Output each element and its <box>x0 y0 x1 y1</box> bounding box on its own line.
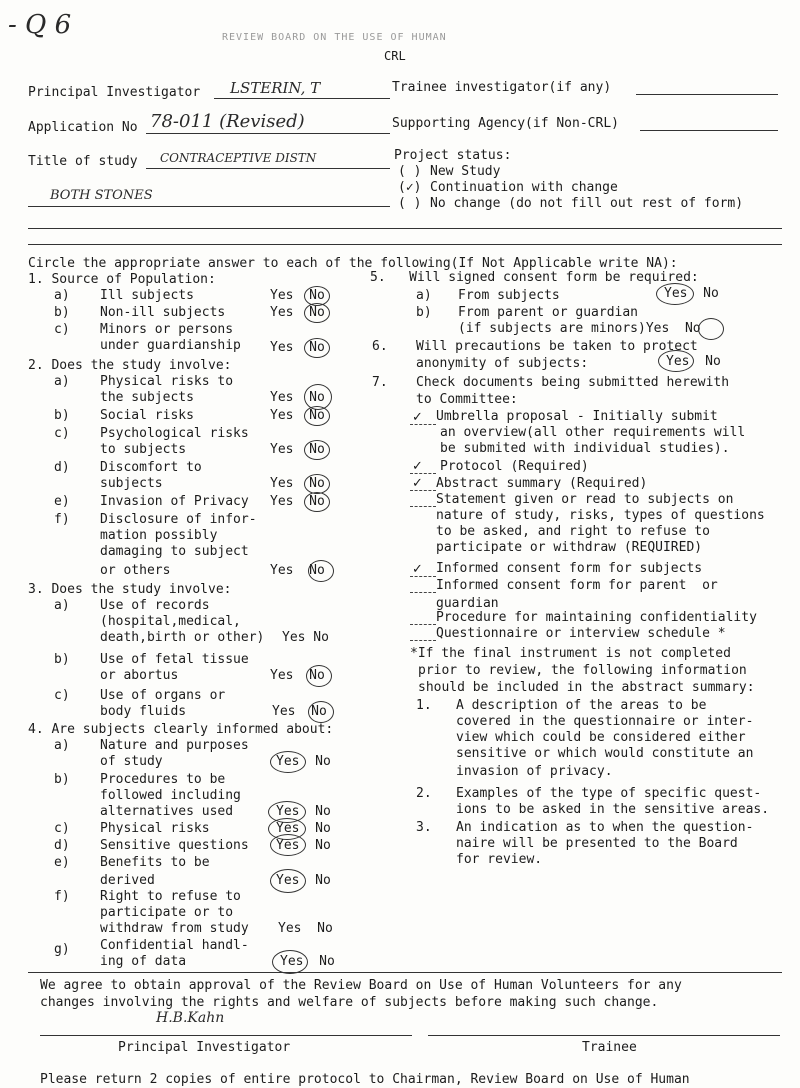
trainee-signature-label: Trainee <box>582 1040 637 1055</box>
q2f-text-1: Disclosure of infor- <box>100 512 257 527</box>
q2f-text-3: damaging to subject <box>100 544 249 559</box>
q2c-text-1: Psychological risks <box>100 426 249 441</box>
pi-signature-label: Principal Investigator <box>118 1040 291 1055</box>
q7-text-1: Check documents being submitted herewith <box>416 375 730 390</box>
return-instructions-cut: Please return 2 copies of entire protocol to Chairman, Review Board on Use of Human <box>40 1072 690 1087</box>
q5b-text-2[interactable]: (if subjects are minors)Yes No <box>458 321 701 336</box>
q1b-letter: b) <box>54 305 70 320</box>
q4b-text-2: followed including <box>100 788 241 803</box>
doc-statement-4: participate or withdraw (REQUIRED) <box>436 540 703 555</box>
q2e-text: Invasion of Privacy <box>100 494 249 509</box>
q4a-letter: a) <box>54 738 70 753</box>
doc-umbrella-3: be submited with individual studies). <box>440 441 730 456</box>
q2f-text-4: or others <box>100 563 171 578</box>
q4g-text-2: ing of data <box>100 954 187 969</box>
q4a-yes-no[interactable]: Yes No <box>276 754 331 769</box>
q3c-yes-no[interactable]: Yes No <box>272 704 327 719</box>
note-item-2-line-1: Examples of the type of specific quest- <box>456 786 762 801</box>
note-item-1-line-2: covered in the questionnaire or inter- <box>456 714 754 729</box>
trainee-label: Trainee investigator(if any) <box>392 80 612 95</box>
q2c-text-2: to subjects <box>100 442 187 457</box>
title-label: Title of study <box>28 154 138 169</box>
q2f-letter: f) <box>54 512 70 527</box>
doc-statement-1: Statement given or read to subjects on <box>436 492 734 507</box>
q6-text-1: Will precautions be taken to protect <box>416 339 698 354</box>
q2f-yes-no[interactable]: Yes No <box>270 563 325 578</box>
q2c-letter: c) <box>54 426 70 441</box>
q5b-letter: b) <box>416 305 432 320</box>
board-header: REVIEW BOARD ON THE USE OF HUMAN <box>222 32 447 43</box>
status-text-new: New Study <box>430 164 501 179</box>
doc-consent-subjects: Informed consent form for subjects <box>436 561 703 576</box>
q2b-letter: b) <box>54 408 70 423</box>
pi-signature: H.B.Kahn <box>156 1010 225 1026</box>
q2a-text-2: the subjects <box>100 390 194 405</box>
q5a-letter: a) <box>416 288 432 303</box>
agency-label: Supporting Agency(if Non-CRL) <box>392 116 619 131</box>
doc-confidentiality: Procedure for maintaining confidentiality <box>436 610 757 625</box>
note-line-2: prior to review, the following information <box>418 663 747 678</box>
status-box-continuation[interactable]: (✓) <box>398 180 422 195</box>
q2a-letter: a) <box>54 374 70 389</box>
q1c-text-1: Minors or persons <box>100 322 234 337</box>
q2a-text-1: Physical risks to <box>100 374 234 389</box>
agreement-line-2: changes involving the rights and welfare of subjects before making such change. <box>40 995 659 1010</box>
q1c-text-2: under guardianship <box>100 338 241 353</box>
note-line-3: should be included in the abstract summary: <box>418 680 755 695</box>
q2d-yes-no[interactable]: Yes No <box>270 476 325 491</box>
q3a-text-1: Use of records <box>100 598 210 613</box>
q4a-text-2: of study <box>100 754 163 769</box>
note-item-1-line-1: A description of the areas to be <box>456 698 707 713</box>
note-item-2-line-2: ions to be asked in the sensitive areas. <box>456 802 770 817</box>
q4f-text-3: withdraw from study <box>100 921 249 936</box>
q6-text-2: anonymity of subjects: <box>416 356 589 371</box>
doc-questionnaire: Questionnaire or interview schedule * <box>436 626 726 641</box>
q3a-yes-no[interactable]: Yes No <box>282 630 329 645</box>
q5a-yes-no[interactable]: Yes No <box>664 286 719 301</box>
doc-protocol: Protocol (Required) <box>440 459 589 474</box>
note-item-1-line-4: sensitive or which would constitute an <box>456 746 754 761</box>
q2f-text-2: mation possibly <box>100 528 218 543</box>
checkmark-icon[interactable]: ✓ <box>412 562 423 577</box>
q4f-letter: f) <box>54 889 70 904</box>
doc-consent-parent-2: guardian <box>436 596 499 611</box>
note-item-1-line-5: invasion of privacy. <box>456 764 613 779</box>
q2e-yes-no[interactable]: Yes No <box>270 494 325 509</box>
q3b-text-1: Use of fetal tissue <box>100 652 249 667</box>
q4c-letter: c) <box>54 821 70 836</box>
q2d-text-1: Discomfort to <box>100 460 202 475</box>
q4c-yes-no[interactable]: Yes No <box>276 821 331 836</box>
q4b-text-1: Procedures to be <box>100 772 226 787</box>
q5-heading: 5. Will signed consent form be required: <box>370 270 699 285</box>
title-value-line1: CONTRACEPTIVE DISTN <box>160 151 317 165</box>
q2b-text: Social risks <box>100 408 194 423</box>
doc-umbrella-2: an overview(all other requirements will <box>440 425 746 440</box>
status-box-new[interactable]: ( ) <box>398 164 422 179</box>
q4g-yes-no[interactable]: Yes No <box>280 954 335 969</box>
q3b-text-2: or abortus <box>100 668 179 683</box>
q3a-text-3: death,birth or other) <box>100 630 265 645</box>
corner-handwriting: - Q 6 <box>8 10 72 40</box>
agreement-line-1: We agree to obtain approval of the Review Board on Use of Human Volunteers for any <box>40 978 682 993</box>
q4f-yes-no[interactable]: Yes No <box>278 921 333 936</box>
note-item-1-number: 1. <box>416 698 432 713</box>
doc-abstract: Abstract summary (Required) <box>436 476 648 491</box>
pi-label: Principal Investigator <box>28 85 201 100</box>
note-item-3-line-3: for review. <box>456 852 543 867</box>
q4a-text-1: Nature and purposes <box>100 738 249 753</box>
q4c-text: Physical risks <box>100 821 210 836</box>
q2e-letter: e) <box>54 494 70 509</box>
checkmark-icon[interactable]: ✓ <box>412 476 423 491</box>
instructions: Circle the appropriate answer to each of the following(If Not Applicable write NA): <box>28 256 678 271</box>
q4e-letter: e) <box>54 855 70 870</box>
q4b-letter: b) <box>54 772 70 787</box>
note-item-2-number: 2. <box>416 786 432 801</box>
q2d-letter: d) <box>54 460 70 475</box>
q4g-letter: g) <box>54 942 70 957</box>
checkmark-icon[interactable]: ✓ <box>412 459 423 474</box>
status-text-continuation: Continuation with change <box>430 180 618 195</box>
q3c-letter: c) <box>54 688 70 703</box>
q3b-yes-no[interactable]: Yes No <box>270 668 325 683</box>
q1b-yes-no[interactable]: Yes No <box>270 305 325 320</box>
q2a-yes-no[interactable]: Yes No <box>270 390 325 405</box>
application-value: 78-011 (Revised) <box>150 111 305 132</box>
q1a-yes-no[interactable]: Yes No <box>270 288 325 303</box>
q1c-letter: c) <box>54 322 70 337</box>
pi-value: LSTERIN, T <box>230 79 321 97</box>
status-text-nochange: No change (do not fill out rest of form) <box>430 196 744 211</box>
note-item-1-line-3: view which could be considered either <box>456 730 746 745</box>
q7-number: 7. <box>372 375 388 390</box>
note-line-1: *If the final instrument is not completed <box>410 646 731 661</box>
title-value-line2: BOTH STONES <box>50 188 153 203</box>
q4e-text-2: derived <box>100 873 155 888</box>
q4b-yes-no[interactable]: Yes No <box>276 804 331 819</box>
q4f-text-1: Right to refuse to <box>100 889 241 904</box>
note-item-3-number: 3. <box>416 820 432 835</box>
q3b-letter: b) <box>54 652 70 667</box>
q6-number: 6. <box>372 339 388 354</box>
q1a-text: Ill subjects <box>100 288 194 303</box>
q2b-yes-no[interactable]: Yes No <box>270 408 325 423</box>
q4g-text-1: Confidential handl- <box>100 938 249 953</box>
q3c-text-2: body fluids <box>100 704 187 719</box>
q3a-letter: a) <box>54 598 70 613</box>
doc-statement-3: to be asked, and right to refuse to <box>436 524 710 539</box>
q1a-letter: a) <box>54 288 70 303</box>
q1c-yes-no[interactable]: Yes No <box>270 340 325 355</box>
doc-consent-parent-1: Informed consent form for parent or <box>436 578 718 593</box>
q3-heading: 3. Does the study involve: <box>28 582 232 597</box>
note-item-3-line-1: An indication as to when the question- <box>456 820 754 835</box>
q4-heading: 4. Are subjects clearly informed about: <box>28 722 334 737</box>
q4e-yes-no[interactable]: Yes No <box>276 873 331 888</box>
q2-heading: 2. Does the study involve: <box>28 358 232 373</box>
q2d-text-2: subjects <box>100 476 163 491</box>
q3a-text-2: (hospital,medical, <box>100 614 241 629</box>
q4d-text: Sensitive questions <box>100 838 249 853</box>
q6-yes-no[interactable]: Yes No <box>666 354 721 369</box>
org-header: CRL <box>384 49 406 63</box>
q4d-yes-no[interactable]: Yes No <box>276 838 331 853</box>
q1-heading: 1. Source of Population: <box>28 272 216 287</box>
q5a-text: From subjects <box>458 288 560 303</box>
project-status-label: Project status: <box>394 148 512 163</box>
q4d-letter: d) <box>54 838 70 853</box>
checkmark-icon[interactable]: ✓ <box>412 410 423 425</box>
doc-statement-2: nature of study, risks, types of questions <box>436 508 765 523</box>
q4f-text-2: participate or to <box>100 905 234 920</box>
q3c-text-1: Use of organs or <box>100 688 226 703</box>
q4e-text-1: Benefits to be <box>100 855 210 870</box>
q1b-text: Non-ill subjects <box>100 305 226 320</box>
q4b-text-3: alternatives used <box>100 804 234 819</box>
status-box-nochange[interactable]: ( ) <box>398 196 422 211</box>
q7-text-2: to Committee: <box>416 392 518 407</box>
q5b-text-1: From parent or guardian <box>458 305 639 320</box>
application-label: Application No <box>28 120 138 135</box>
doc-umbrella-1: Umbrella proposal - Initially submit <box>436 409 718 424</box>
q2c-yes-no[interactable]: Yes No <box>270 442 325 457</box>
note-item-3-line-2: naire will be presented to the Board <box>456 836 738 851</box>
